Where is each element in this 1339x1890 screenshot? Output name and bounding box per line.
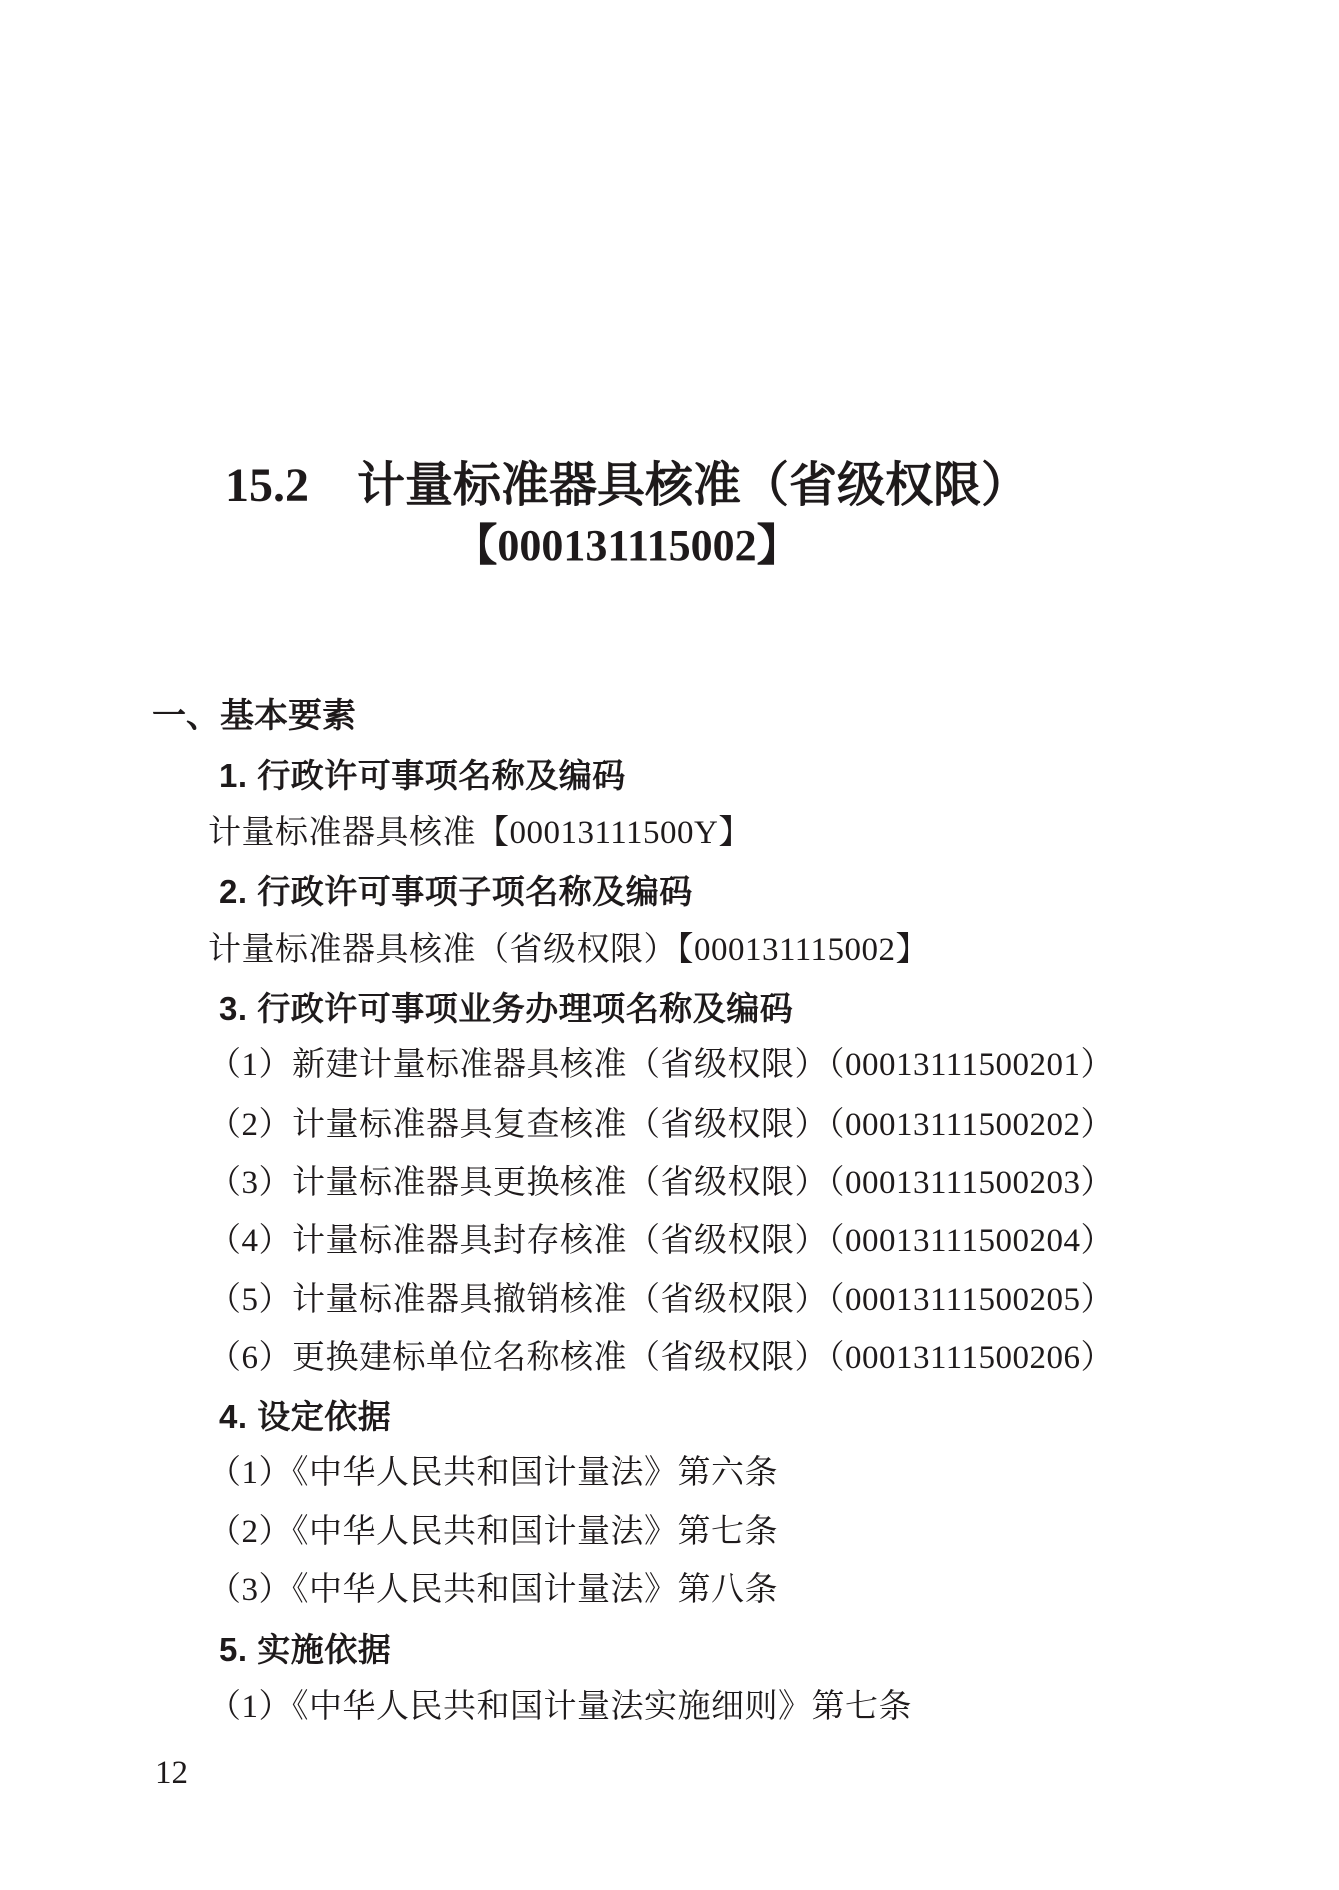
- list-item: （5）计量标准器具撤销核准（省级权限）（00013111500205）: [208, 1282, 1115, 1318]
- list-item: （2）《中华人民共和国计量法》第七条: [208, 1514, 778, 1550]
- list-item: （1）新建计量标准器具核准（省级权限）（00013111500201）: [208, 1047, 1115, 1083]
- list-item: （3）计量标准器具更换核准（省级权限）（00013111500203）: [208, 1165, 1115, 1201]
- list-item: （1）《中华人民共和国计量法》第六条: [208, 1455, 778, 1491]
- body-line: 计量标准器具核准【00013111500Y】: [208, 815, 752, 851]
- list-item: （6）更换建标单位名称核准（省级权限）（00013111500206）: [208, 1340, 1115, 1376]
- list-item: （3）《中华人民共和国计量法》第八条: [208, 1572, 778, 1608]
- item-heading-1: 1. 行政许可事项名称及编码: [219, 757, 626, 794]
- item-heading-3: 3. 行政许可事项业务办理项名称及编码: [219, 990, 794, 1027]
- list-item: （1）《中华人民共和国计量法实施细则》第七条: [208, 1689, 912, 1725]
- item-heading-4: 4. 设定依据: [219, 1398, 392, 1435]
- list-item: （2）计量标准器具复查核准（省级权限）（00013111500202）: [208, 1107, 1115, 1143]
- section-heading: 一、基本要素: [152, 697, 356, 735]
- page-number: 12: [155, 1755, 188, 1791]
- item-heading-2: 2. 行政许可事项子项名称及编码: [219, 873, 693, 910]
- title-line-2: 【000131115002】: [453, 521, 801, 570]
- title-line-1: 15.2 计量标准器具核准（省级权限）: [224, 459, 1029, 512]
- body-line: 计量标准器具核准（省级权限）【000131115002】: [208, 932, 930, 968]
- item-heading-5: 5. 实施依据: [219, 1631, 392, 1668]
- list-item: （4）计量标准器具封存核准（省级权限）（00013111500204）: [208, 1223, 1115, 1259]
